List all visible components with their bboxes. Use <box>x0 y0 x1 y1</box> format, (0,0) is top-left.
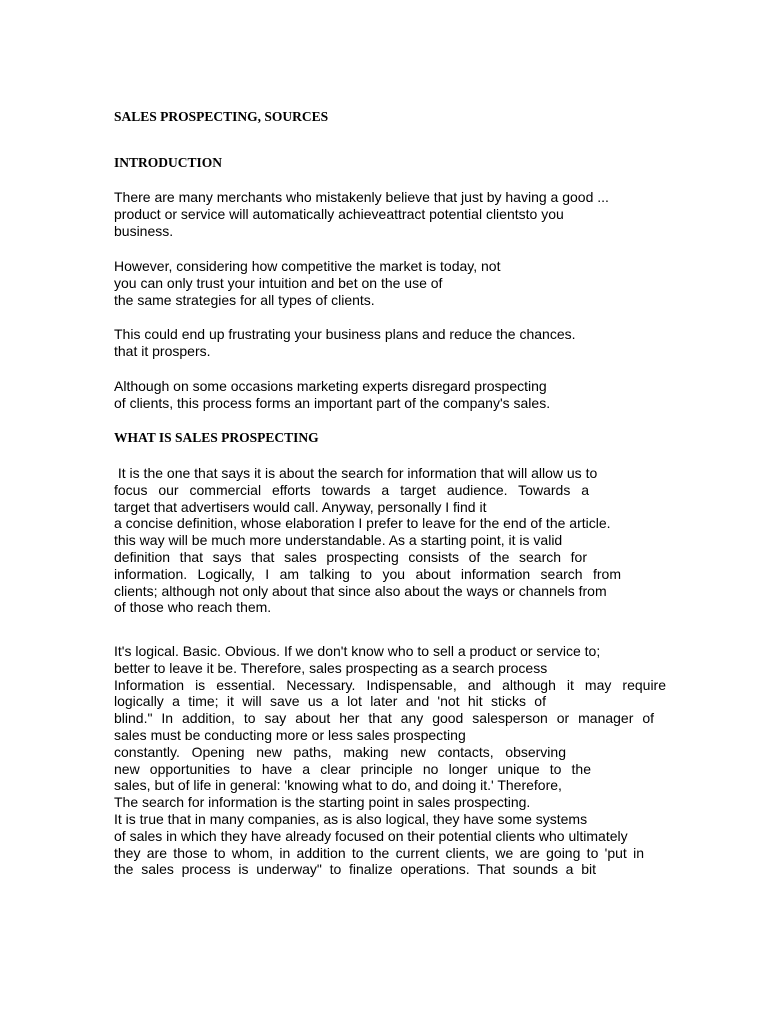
text-line: the same strategies for all types of clients. <box>114 291 375 308</box>
section-heading-introduction: INTRODUCTION <box>114 155 223 170</box>
text-line: clients; although not only about that since also about the ways or channels from <box>114 582 607 599</box>
text-line: focus our commercial efforts towards a target audience. Towards a <box>114 481 589 498</box>
text-line: product or service will automatically achieveattract potential clientsto you <box>114 205 564 222</box>
text-line: new opportunities to have a clear principle no longer unique to the <box>114 760 591 777</box>
text-line: constantly. Opening new paths, making new contacts, observing <box>114 743 566 760</box>
text-line: the sales process is underway" to finalize operations. That sounds a bit <box>114 861 596 878</box>
text-line: logically a time; it will save us a lot later and 'not hit sticks of <box>114 693 546 710</box>
information-search-paragraph <box>114 643 674 878</box>
text-line: you can only trust your intuition and bet on the use of <box>114 274 443 291</box>
section-heading-what-is-sales-prospecting: WHAT IS SALES PROSPECTING <box>114 430 319 445</box>
intro-paragraph-1 <box>114 189 654 239</box>
text-line: Information is essential. Necessary. Indispensable, and although it may require <box>114 676 666 693</box>
text-line: better to leave it be. Therefore, sales prospecting as a search process <box>114 659 548 676</box>
text-line: business. <box>114 222 174 239</box>
text-line: It's logical. Basic. Obvious. If we don't know who to sell a product or service to; <box>114 643 601 659</box>
text-line: There are many merchants who mistakenly believe that just by having a good ... <box>114 189 609 205</box>
definition-paragraph <box>114 465 654 616</box>
text-line: definition that says that sales prospecting consists of the search for <box>114 548 587 565</box>
text-line: of clients, this process forms an important part of the company's sales. <box>114 394 551 411</box>
text-line: of sales in which they have already focused on their potential clients who ultimately <box>114 827 628 844</box>
text-line: However, considering how competitive the market is today, not <box>114 258 501 274</box>
text-line: they are those to whom, in addition to the current clients, we are going to 'put in <box>114 844 644 861</box>
text-line: Although on some occasions marketing experts disregard prospecting <box>114 378 547 394</box>
text-line: target that advertisers would call. Anyway, personally I find it <box>114 498 487 515</box>
text-line: sales must be conducting more or less sales prospecting <box>114 726 466 743</box>
text-line: information. Logically, I am talking to you about information search from <box>114 565 621 582</box>
text-line: this way will be much more understandable. As a starting point, it is valid <box>114 532 563 549</box>
intro-paragraph-3 <box>114 326 614 360</box>
intro-paragraph-2 <box>114 258 534 308</box>
text-line: sales, but of life in general: 'knowing what to do, and doing it.' Therefore, <box>114 777 562 794</box>
text-line: This could end up frustrating your business plans and reduce the chances. <box>114 326 576 342</box>
text-line: blind." In addition, to say about her that any good salesperson or manager of <box>114 710 654 727</box>
text-line: a concise definition, whose elaboration I prefer to leave for the end of the article. <box>114 515 611 532</box>
intro-paragraph-4 <box>114 378 594 412</box>
text-line: It is the one that says it is about the search for information that will allow us to <box>114 465 598 481</box>
text-line: The search for information is the starting point in sales prospecting. <box>114 794 531 811</box>
text-line: It is true that in many companies, as is also logical, they have some systems <box>114 810 588 827</box>
document-title: SALES PROSPECTING, SOURCES <box>114 109 329 124</box>
text-line: that it prospers. <box>114 342 211 359</box>
text-line: of those who reach them. <box>114 599 272 616</box>
